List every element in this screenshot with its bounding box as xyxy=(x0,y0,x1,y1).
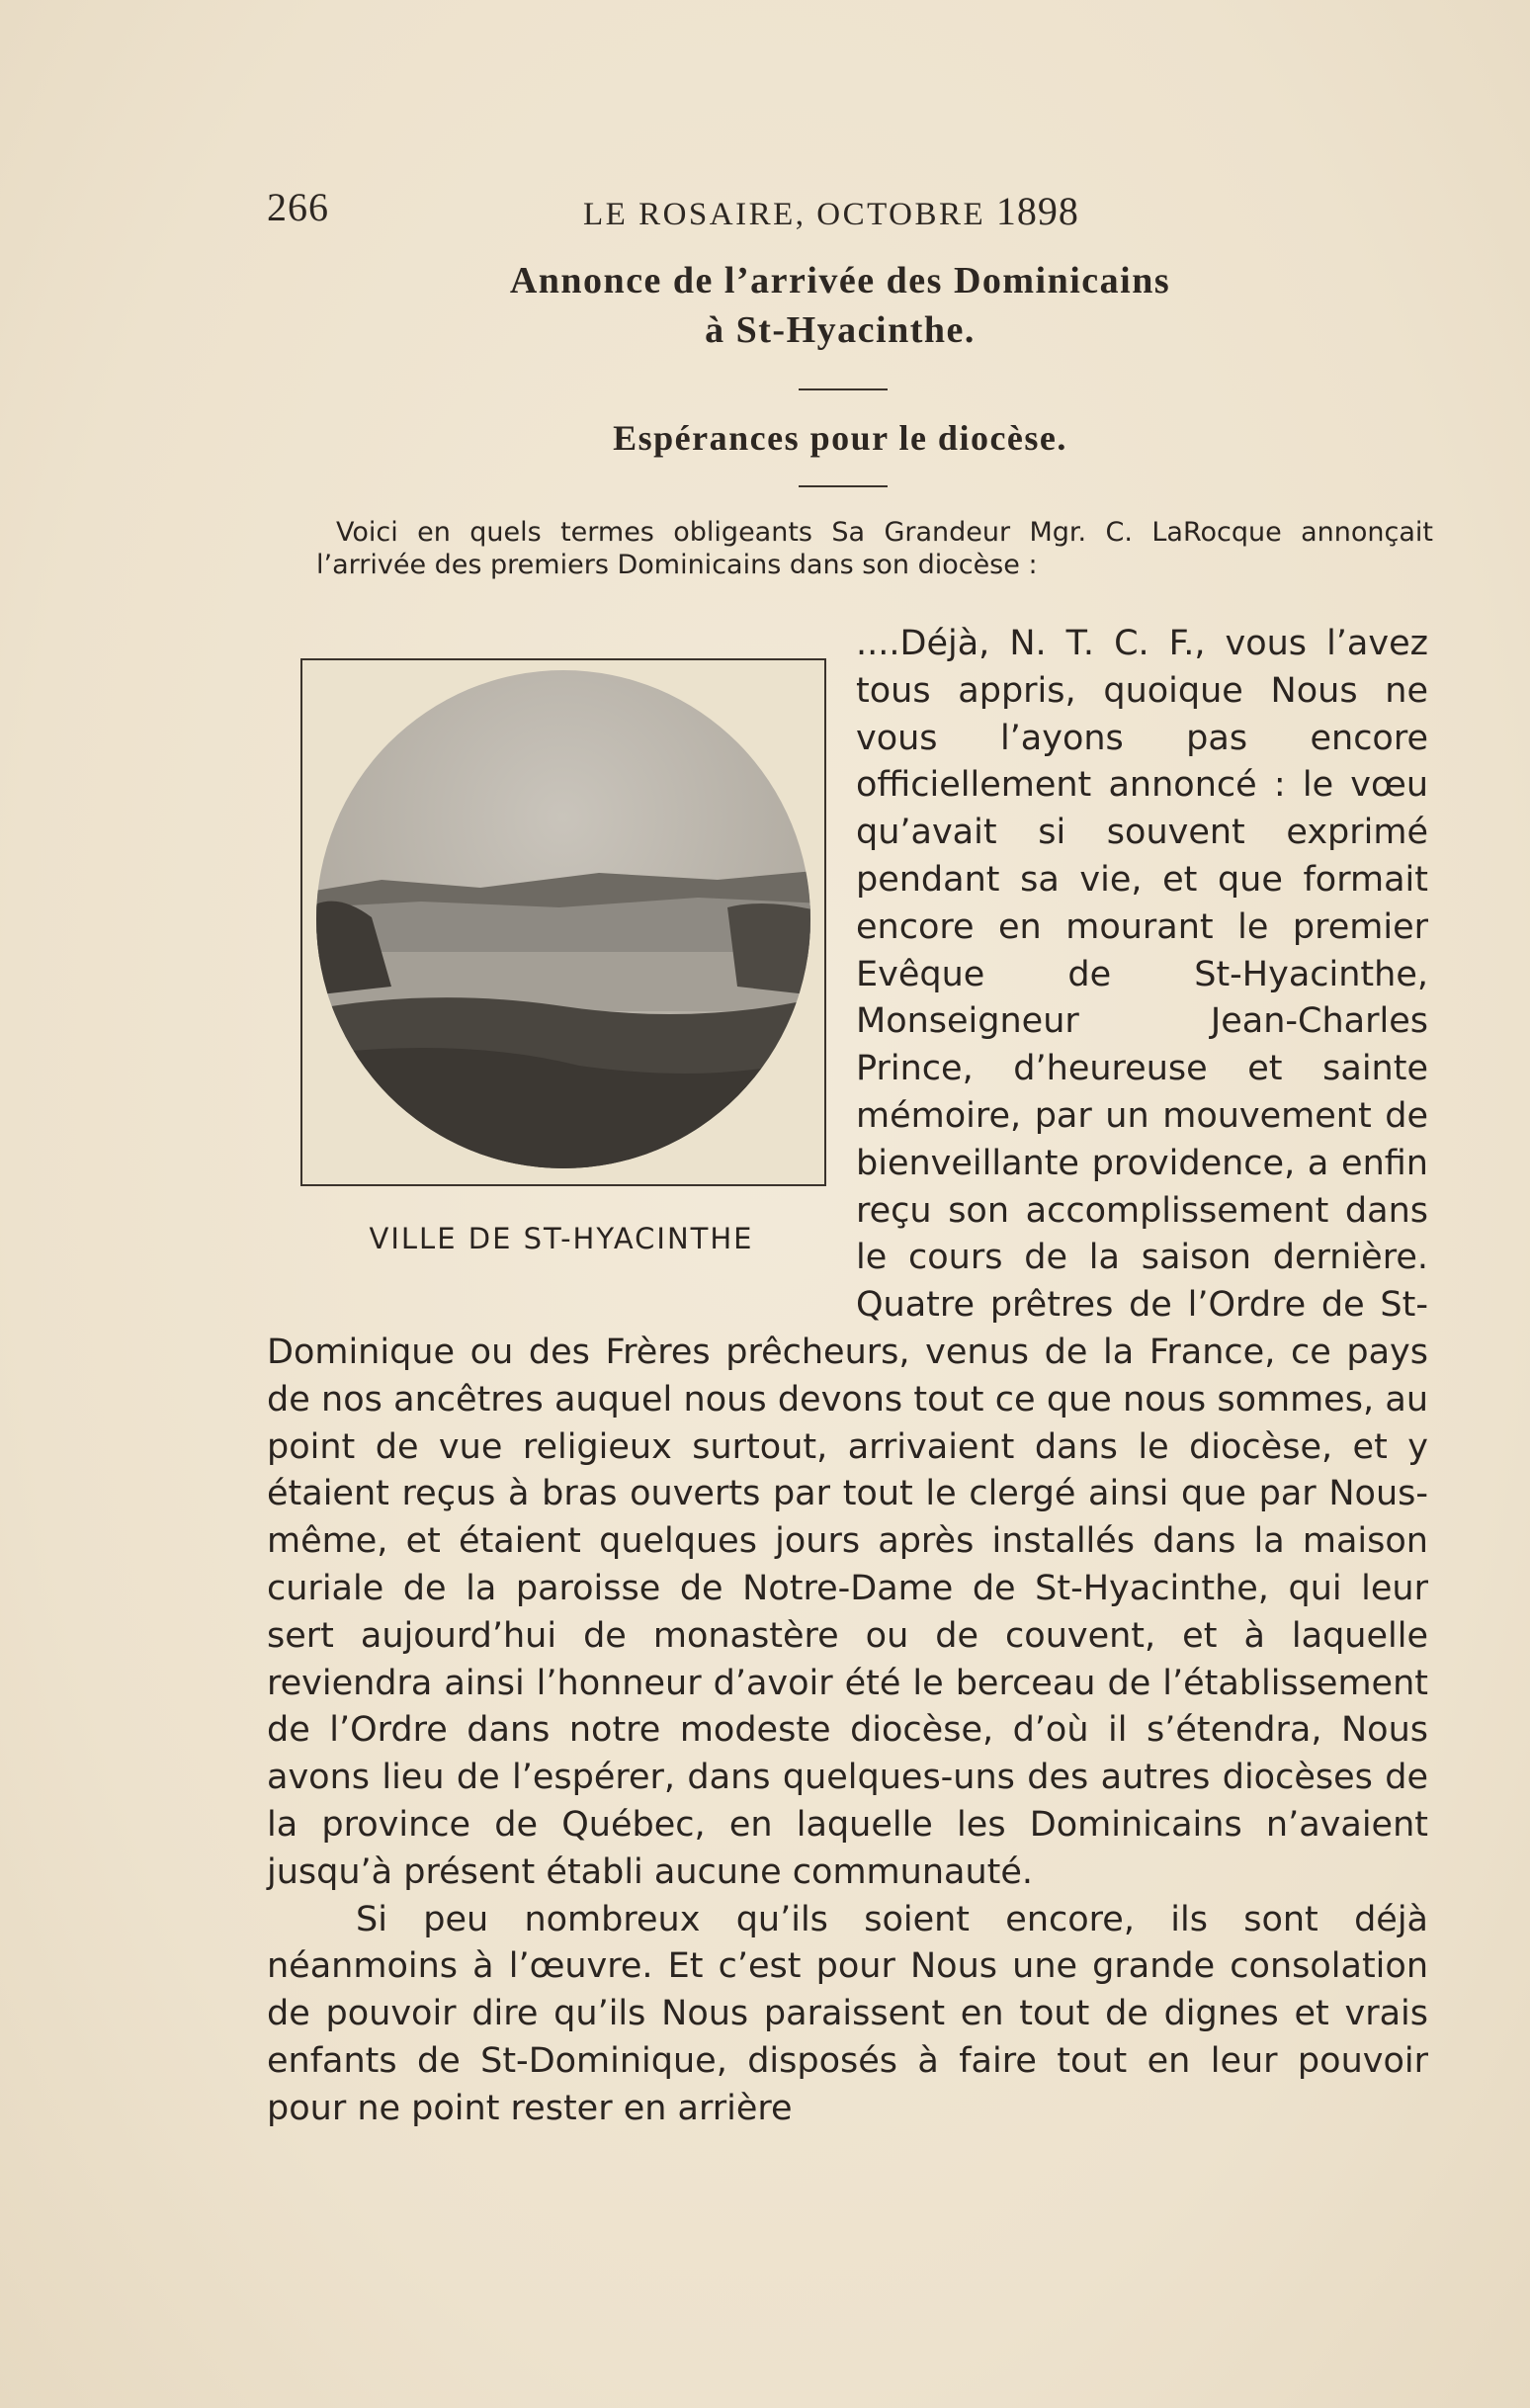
running-title: LE ROSAIRE, OCTOBRE xyxy=(583,197,986,232)
page-number: 266 xyxy=(267,185,329,229)
article-title-line2: à St-Hyacinthe. xyxy=(705,309,976,351)
article-title-line1: Annonce de l’arrivée des Dominicains xyxy=(509,260,1171,301)
photo-frame xyxy=(300,658,826,1186)
figure-caption: VILLE DE ST-HYACINTHE xyxy=(369,1222,754,1255)
body-paragraph-2: Si peu nombreux qu’ils soient encore, ils sont déjà néanmoins à l’œuvre. Et c’est pour Nous une grande consolation de pouvoir dire qu’ils Nous paraissent en tout de dignes et vrais enfants de St-Dominique, disposés à faire tout en leur pouvoir pour ne point rester en arrière xyxy=(267,1899,1428,2128)
running-header xyxy=(583,188,1079,234)
title-rule xyxy=(799,388,888,390)
intro-paragraph: Voici en quels termes obligeants Sa Grandeur Mgr. C. LaRocque annonçait l’arrivée des premiers Dominicains dans son diocèse : xyxy=(316,517,1433,580)
article-subtitle: Espérances pour le diocèse. xyxy=(613,418,1067,458)
article-body xyxy=(267,621,1428,2133)
figure xyxy=(267,623,856,1307)
body-paragraph-1: ....Déjà, N. T. C. F., vous l’avez tous appris, quoique Nous ne vous l’ayons pas encore officiellement annoncé : le vœu qu’avait si souvent exprimé pendant sa vie, et que formait encore en mourant le premier Evêque de St-Hyacinthe, Monseigneur Jean-Charles Prince, d’heureuse et sainte mémoire, par un mouvement de bienveillante providence, a enfin reçu son accomplissement dans le cours de la saison dernière. Quatre prêtres de l’Ordre de St-Dominique ou des Frères prêcheurs, venus de la France, ce pays de nos ancêtres auquel nous devons tout ce que nous sommes, au point de vue religieux surtout, arrivaient dans le diocèse, et y étaient reçus à bras ouverts par tout le clergé ainsi que par Nous-même, et étaient quelques jours après installés dans la maison curiale de la paroisse de Notre-Dame de St-Hyacinthe, qui leur sert aujourd’hui de monastère ou de couvent, et à laquelle reviendra ainsi l’honneur d’avoir été le berceau de l’établissement de l’Ordre dans notre modeste diocèse, d’où il s’étendra, Nous avons lieu de l’espérer, dans quelques-uns des autres diocèses de la province de Québec, en laquelle les Dominicains n’avaient jusqu’à présent établi aucune communauté. xyxy=(267,624,1428,1892)
subtitle-rule xyxy=(799,485,888,487)
running-year: 1898 xyxy=(995,189,1079,233)
town-photo xyxy=(302,660,824,1184)
